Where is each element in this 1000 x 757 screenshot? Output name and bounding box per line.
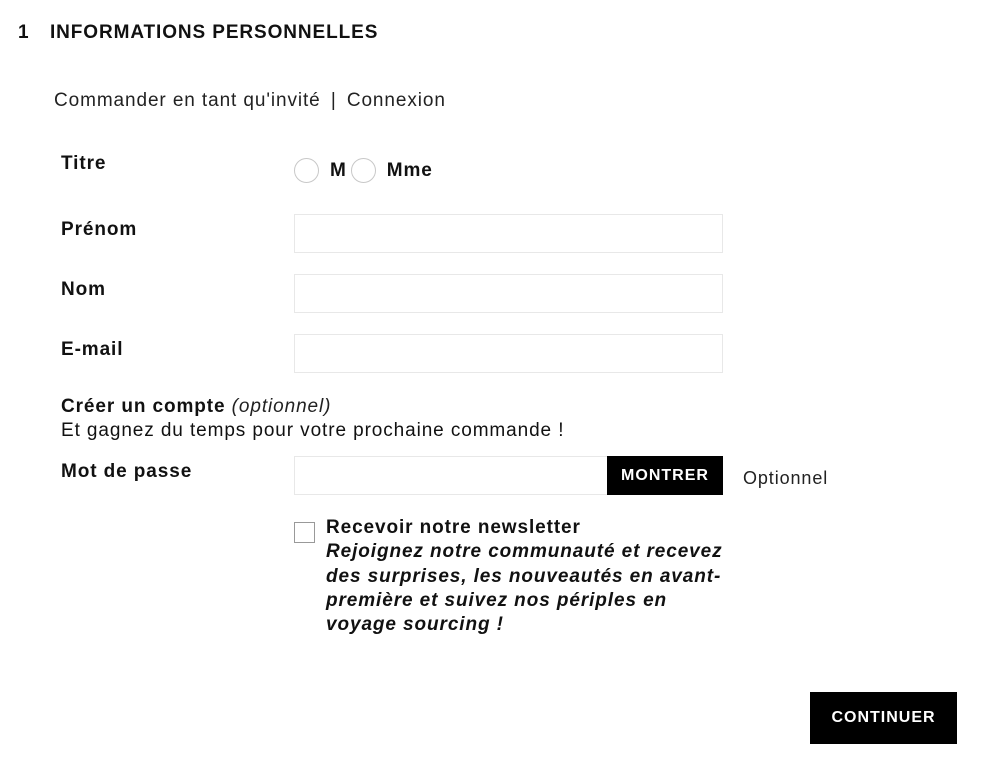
login-link[interactable]: Connexion [346, 90, 446, 111]
password-row [61, 461, 192, 483]
radio-mme[interactable] [351, 158, 376, 183]
first-name-row [61, 219, 137, 241]
create-account-section [61, 395, 564, 443]
create-account-subtitle: Et gagnez du temps pour votre prochaine commande ! [61, 420, 565, 441]
newsletter-text [326, 516, 726, 637]
first-name-input[interactable] [294, 214, 723, 253]
newsletter-title[interactable]: Recevoir notre newsletter [326, 517, 581, 538]
create-account-title: Créer un compte [61, 396, 226, 417]
create-account-optional: (optionnel) [231, 396, 332, 417]
checkout-mode [54, 90, 446, 112]
radio-m-label[interactable]: M [330, 159, 347, 181]
step-header [18, 22, 378, 44]
password-label: Mot de passe [61, 461, 193, 482]
newsletter-checkbox[interactable] [294, 522, 315, 543]
newsletter-description: Rejoignez notre communauté et recevez des surprises, les nouveautés en avant-première et suivez nos périples en voyage sourcing ! [326, 541, 723, 636]
email-row [61, 339, 123, 361]
email-input[interactable] [294, 334, 723, 373]
guest-checkout-link[interactable]: Commander en tant qu'invité [54, 90, 321, 111]
last-name-row [61, 279, 106, 301]
radio-m[interactable] [294, 158, 319, 183]
last-name-label: Nom [61, 279, 106, 300]
step-title: INFORMATIONS PERSONNELLES [50, 22, 379, 43]
title-radio-group [294, 158, 437, 183]
title-label: Titre [61, 153, 107, 174]
password-optional-hint: Optionnel [743, 468, 829, 488]
last-name-input[interactable] [294, 274, 723, 313]
first-name-label: Prénom [61, 219, 138, 240]
step-number: 1 [18, 22, 30, 43]
continue-button[interactable]: CONTINUER [810, 692, 957, 744]
radio-mme-label[interactable]: Mme [386, 159, 433, 181]
title-row [61, 153, 106, 175]
show-password-button[interactable]: MONTRER [607, 456, 723, 495]
separator: | [330, 90, 337, 111]
password-input[interactable] [294, 456, 608, 495]
email-label: E-mail [61, 339, 124, 360]
